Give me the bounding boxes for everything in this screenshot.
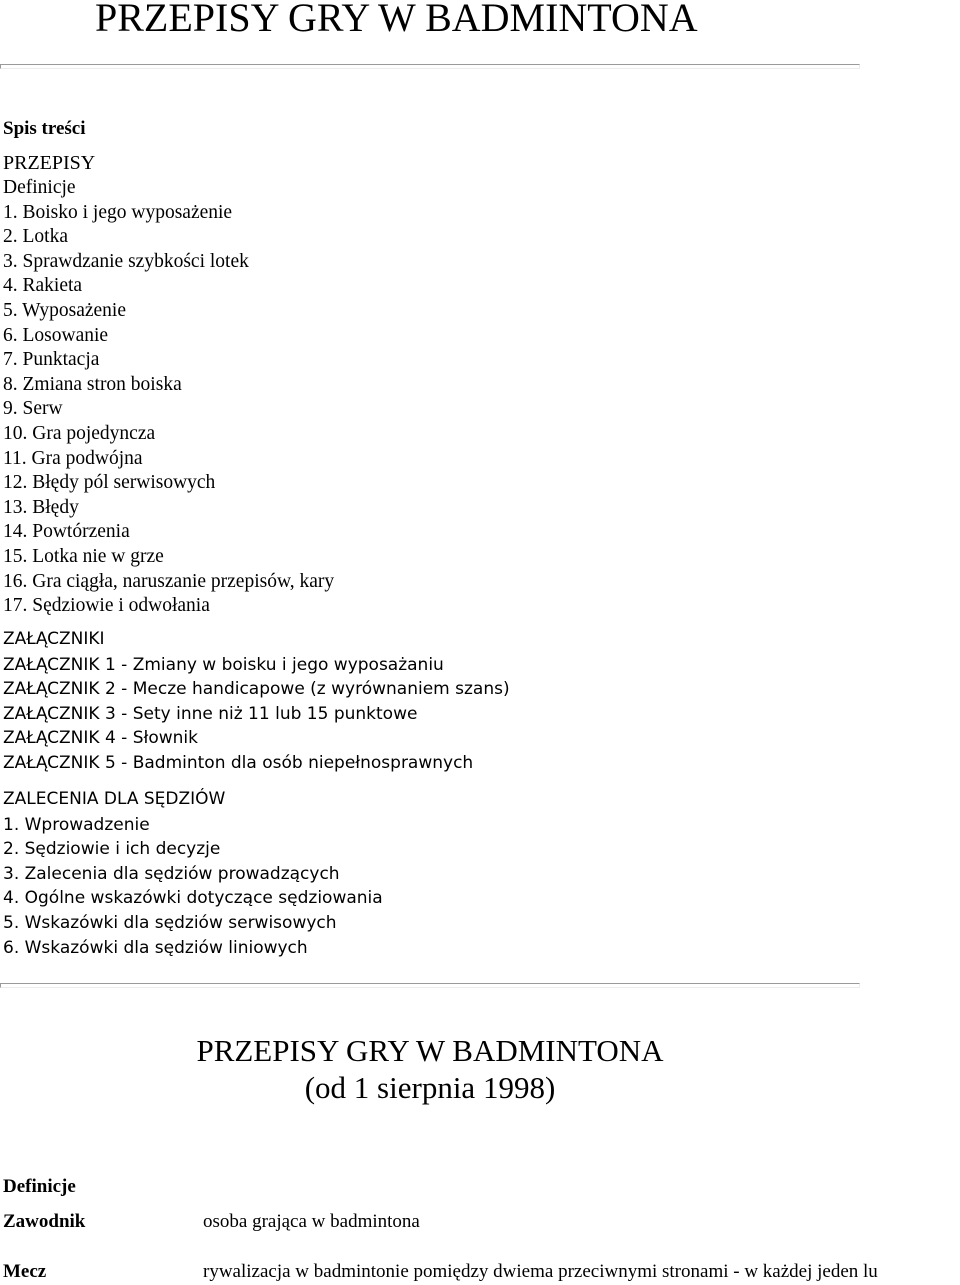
toc-annexes-list bbox=[3, 627, 510, 776]
toc-item-rule-4[interactable]: 4. Rakieta bbox=[3, 275, 83, 297]
page-title: PRZEPISY GRY W BADMINTONA bbox=[95, 0, 698, 40]
toc-item-rule-12[interactable]: 12. Błędy pól serwisowych bbox=[3, 472, 216, 494]
toc-item-annex-4[interactable]: ZAŁĄCZNIK 4 - Słownik bbox=[3, 728, 198, 749]
toc-item-annex-2[interactable]: ZAŁĄCZNIK 2 - Mecze handicapowe (z wyrównaniem szans) bbox=[3, 679, 510, 700]
toc-item-annex-5[interactable]: ZAŁĄCZNIK 5 - Badminton dla osób niepełnosprawnych bbox=[3, 752, 474, 773]
toc-item-rule-17[interactable]: 17. Sędziowie i odwołania bbox=[3, 595, 210, 617]
definitions-heading: Definicje bbox=[3, 1176, 76, 1197]
document-title: PRZEPISY GRY W BADMINTONA bbox=[196, 1033, 664, 1068]
toc-item-rule-15[interactable]: 15. Lotka nie w grze bbox=[3, 545, 164, 567]
toc-section-title[interactable]: PRZEPISY bbox=[3, 152, 96, 174]
toc-item-judges-2[interactable]: 2. Sędziowie i ich decyzje bbox=[3, 839, 221, 860]
toc-item-rule-16[interactable]: 16. Gra ciągła, naruszanie przepisów, kary bbox=[3, 570, 335, 592]
toc-item-rule-6[interactable]: 6. Losowanie bbox=[3, 324, 109, 346]
toc-section-title[interactable]: ZALECENIA DLA SĘDZIÓW bbox=[3, 789, 226, 809]
toc-item-rule-9[interactable]: 9. Serw bbox=[3, 398, 63, 420]
toc-item-judges-5[interactable]: 5. Wskazówki dla sędziów serwisowych bbox=[3, 912, 337, 933]
toc-item-rule-8[interactable]: 8. Zmiana stron boiska bbox=[3, 373, 182, 395]
toc-item-judges-4[interactable]: 4. Ogólne wskazówki dotyczące sędziowania bbox=[3, 888, 383, 909]
toc-item-rule-7[interactable]: 7. Punktacja bbox=[3, 349, 100, 371]
horizontal-rule bbox=[0, 64, 860, 69]
horizontal-rule bbox=[0, 983, 860, 988]
toc-item-annex-3[interactable]: ZAŁĄCZNIK 3 - Sety inne niż 11 lub 15 punktowe bbox=[3, 703, 418, 724]
toc-section-title[interactable]: ZAŁĄCZNIKI bbox=[3, 629, 105, 649]
toc-item-rule-11[interactable]: 11. Gra podwójna bbox=[3, 447, 143, 469]
toc-item-judges-6[interactable]: 6. Wskazówki dla sędziów liniowych bbox=[3, 937, 308, 958]
toc-item-rule-13[interactable]: 13. Błędy bbox=[3, 496, 79, 518]
toc-heading: Spis treści bbox=[3, 118, 86, 139]
toc-item-judges-3[interactable]: 3. Zalecenia dla sędziów prowadzących bbox=[3, 863, 340, 884]
toc-item-rule-10[interactable]: 10. Gra pojedyncza bbox=[3, 422, 156, 444]
toc-item-rule-5[interactable]: 5. Wyposażenie bbox=[3, 299, 127, 321]
definition-term: Mecz bbox=[3, 1261, 47, 1282]
toc-item-rule-3[interactable]: 3. Sprawdzanie szybkości lotek bbox=[3, 250, 249, 272]
toc-item-rule-1[interactable]: 1. Boisko i jego wyposażenie bbox=[3, 201, 233, 223]
document-subtitle: (od 1 sierpnia 1998) bbox=[304, 1070, 556, 1105]
toc-item-definitions[interactable]: Definicje bbox=[3, 177, 76, 198]
definition-term: Zawodnik bbox=[3, 1211, 86, 1232]
toc-item-rule-14[interactable]: 14. Powtórzenia bbox=[3, 521, 130, 543]
toc-rules-list bbox=[3, 150, 334, 619]
definition-text: osoba grająca w badmintona bbox=[203, 1211, 420, 1232]
toc-item-annex-1[interactable]: ZAŁĄCZNIK 1 - Zmiany w boisku i jego wyposażaniu bbox=[3, 654, 444, 675]
toc-judges-list bbox=[3, 787, 383, 960]
toc-item-judges-1[interactable]: 1. Wprowadzenie bbox=[3, 814, 150, 835]
definition-text: rywalizacja w badmintonie pomiędzy dwiema przeciwnymi stronami - w każdej jeden lu bbox=[203, 1261, 878, 1282]
toc-item-rule-2[interactable]: 2. Lotka bbox=[3, 226, 68, 248]
